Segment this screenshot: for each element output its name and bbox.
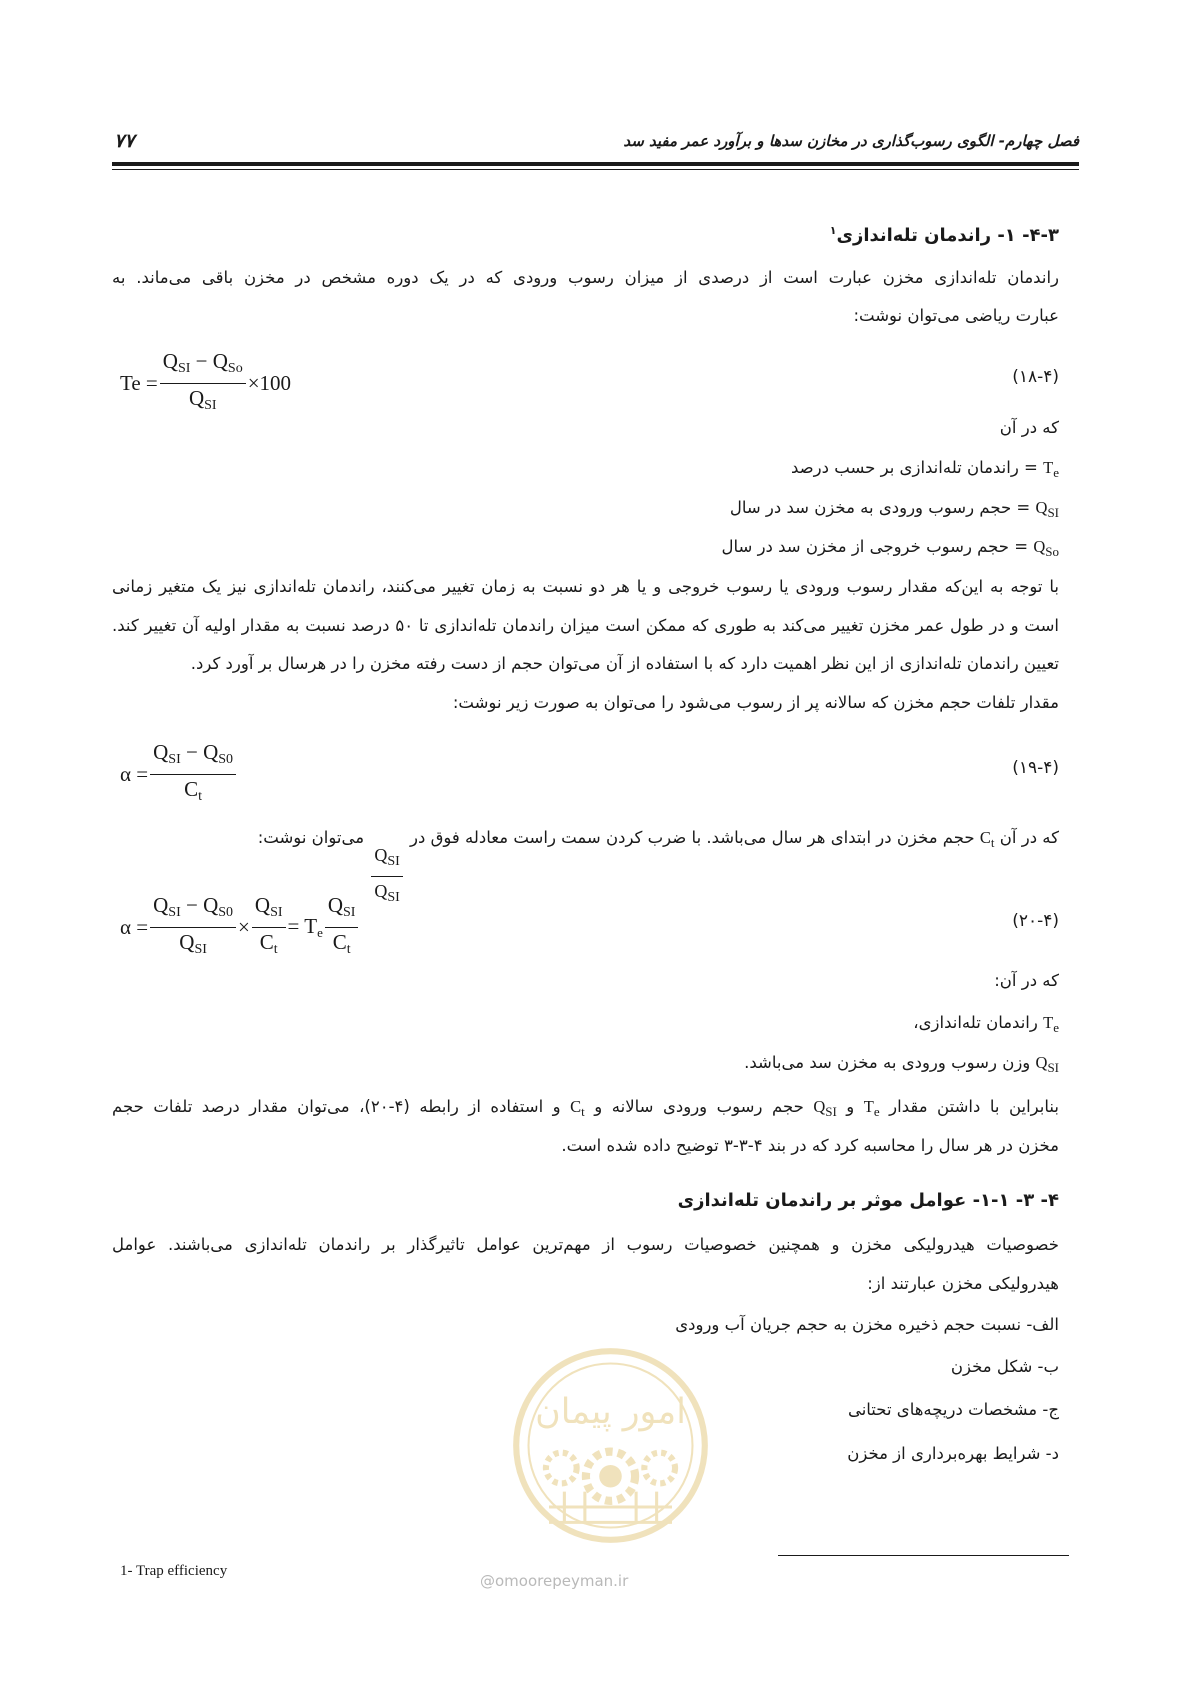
eq18-tail: ×100 [247, 371, 292, 395]
eq19-lhs: α = [120, 762, 149, 786]
header-rule-thin [112, 169, 1079, 170]
eq20-fraction-1: $\frac{Q_{SI} - Q_{S0}}{Q_{SI}}$ [150, 893, 236, 962]
def-qso: $Q_{So}$ = حجم رسوب خروجی از مخزن سد در سال [721, 537, 1059, 559]
subsection-title: ۴- ۳- ۱-۱- عوامل موثر بر راندمان تله‌اندازی [677, 1190, 1059, 1211]
para5-line-2: هیدرولیکی مخزن عبارتند از: [867, 1274, 1059, 1293]
header-rule-thick [112, 162, 1079, 166]
factor-item: الف- نسبت حجم ذخیره مخزن به حجم جریان آب ورودی [675, 1315, 1059, 1334]
para2-line-4: مقدار تلفات حجم مخزن که سالانه پر از رسوب می‌شود را می‌توان به صورت زیر نوشت: [452, 693, 1059, 712]
running-header [112, 130, 1079, 160]
equation-19 [120, 740, 238, 809]
eq18-denominator: $Q_{SI}$ [188, 386, 217, 413]
para4-line-2: مخزن در هر سال را محاسبه کرد که در بند ۴-۳-۳ توضیح داده شده است. [561, 1136, 1059, 1155]
defs2-intro: که در آن: [994, 971, 1059, 990]
factor-item: ج- مشخصات دریچه‌های تحتانی [847, 1400, 1059, 1419]
eq19-numerator: $Q_{SI} - Q_{S0}$ [150, 740, 236, 775]
eq20-lhs: α = [120, 915, 149, 939]
chapter-title: فصل چهارم- الگوی رسوب‌گذاری در مخازن سدها و برآورد عمر مفید سد [623, 132, 1079, 150]
eq18-numerator: $Q_{SI} - Q_{So}$ [160, 349, 246, 384]
eq20-te: = $T_e$ [287, 914, 323, 940]
def-te: $T_e$ = راندمان تله‌اندازی بر حسب درصد [791, 458, 1059, 480]
factor-item: د- شرایط بهره‌برداری از مخزن [847, 1444, 1059, 1463]
def2-qsi: $Q_{SI}$ وزن رسوب ورودی به مخزن سد می‌باشد. [744, 1053, 1059, 1075]
intro-line-2: عبارت ریاضی می‌توان نوشت: [853, 306, 1059, 325]
section-title-text: ۴-۳- ۱- راندمان تله‌اندازی [836, 225, 1059, 246]
section-title [830, 218, 1059, 249]
equation-20 [120, 893, 360, 962]
para3-line: که در آن $C_t$ حجم مخزن در ابتدای هر سال می‌باشد. با ضرب کردن سمت راست معادله فوق در $\frac{Q_{SI}}{Q_{SI}}$ می‌توان نوشت: [258, 824, 1059, 910]
eq18-lhs: Te = [120, 371, 158, 395]
page-number: ۷۷ [114, 130, 135, 152]
para5-line-1: خصوصیات هیدرولیکی مخزن و همچنین خصوصیات رسوب از مهم‌ترین عوامل تاثیرگذار بر راندمان تله‌اندازی می‌باشند. عوامل [112, 1235, 1059, 1254]
eq20-fraction-2: $\frac{Q_{SI}}{C_t}$ [252, 893, 286, 962]
equation-18 [120, 349, 291, 418]
watermark-text: @omoorepeyman.ir [480, 1572, 629, 1590]
para2-line-1: با توجه به این‌که مقدار رسوب ورودی یا رسوب خروجی و یا هر دو نسبت به زمان تغییر می‌کنند، راندمان تله‌اندازی نیز یک متغیر زمانی [112, 577, 1059, 596]
defs1-intro: که در آن [999, 418, 1059, 437]
eq19-fraction [150, 740, 236, 809]
footnote-rule [778, 1555, 1069, 1556]
para2-line-2: است و در طول عمر مخزن تغییر می‌کند به طوری که ممکن است میزان راندمان تله‌اندازی تا ۵۰ درصد نسبت به مقدار اولیه آن تغییر کند. [112, 616, 1059, 635]
footnote-text: 1- Trap efficiency [120, 1563, 228, 1579]
watermark-logo-text: امور پیمان [535, 1391, 686, 1432]
eq20-fraction-3: $\frac{Q_{SI}}{C_t}$ [325, 893, 359, 962]
para3-inline-fraction: $\frac{Q_{SI}}{Q_{SI}}$ [371, 843, 402, 910]
def-qsi: $Q_{SI}$ = حجم رسوب ورودی به مخزن سد در سال [729, 498, 1059, 520]
eq20-times: × [238, 915, 250, 939]
eq19-denominator: $C_t$ [184, 777, 203, 804]
eq19-number: (۱۹-۴) [1012, 758, 1059, 778]
para4-line-1: بنابراین با داشتن مقدار $T_e$ و $Q_{SI}$ حجم رسوب ورودی سالانه و $C_t$ و استفاده از رابطه (۴-۲۰)، می‌توان مقدار درصد تلفات حجم [112, 1097, 1059, 1119]
watermark-logo-icon [508, 1343, 713, 1548]
footnote-marker: ۱ [829, 224, 837, 237]
def2-te: $T_e$ راندمان تله‌اندازی، [913, 1013, 1059, 1035]
para2-line-3: تعیین راندمان تله‌اندازی از این نظر اهمیت دارد که با استفاده از آن می‌توان حجم از دست رفته مخزن را در هرسال بر آورد کرد. [190, 654, 1059, 673]
intro-line-1: راندمان تله‌اندازی مخزن عبارت است از درصدی از میزان رسوب ورودی که در یک دوره مشخص در مخزن باقی می‌ماند. به [112, 268, 1059, 287]
factor-item: ب- شکل مخزن [950, 1357, 1059, 1376]
eq20-number: (۲۰-۴) [1012, 911, 1059, 931]
eq18-number: (۱۸-۴) [1012, 367, 1059, 387]
eq18-fraction [160, 349, 246, 418]
